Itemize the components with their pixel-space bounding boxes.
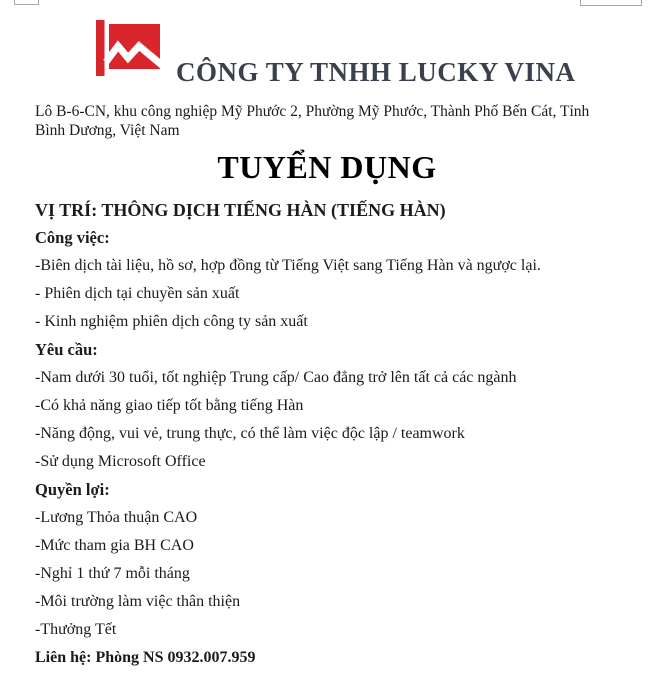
company-header xyxy=(0,0,654,97)
company-address: Lô B-6-CN, khu công nghiệp Mỹ Phước 2, Phường Mỹ Phước, Thành Phố Bến Cát, Tỉnh Bình Dương, Việt Nam xyxy=(35,103,590,139)
list-item: -Năng động, vui vẻ, trung thực, có thể làm việc độc lập / teamwork xyxy=(35,425,465,442)
list-item: -Môi trường làm việc thân thiện xyxy=(35,593,241,610)
contact-line: Liên hệ: Phòng NS 0932.007.959 xyxy=(35,649,256,666)
list-item: -Nghỉ 1 thứ 7 mỗi tháng xyxy=(35,565,190,582)
list-item: -Mức tham gia BH CAO xyxy=(35,537,194,554)
list-item: -Thưởng Tết xyxy=(35,621,117,638)
section-heading-yeu-cau: Yêu cầu: xyxy=(35,340,98,359)
page-title: TUYỂN DỤNG xyxy=(217,149,437,185)
section-heading-quyen-loi: Quyền lợi: xyxy=(35,480,110,499)
lucky-vina-zigzag-logo-icon xyxy=(94,17,164,79)
list-item: - Phiên dịch tại chuyền sản xuất xyxy=(35,285,240,302)
list-item: -Có khả năng giao tiếp tốt bằng tiếng Hàn xyxy=(35,397,304,414)
company-name: CÔNG TY TNHH LUCKY VINA xyxy=(176,57,576,87)
posting-body xyxy=(35,224,614,672)
list-item: -Biên dịch tài liệu, hồ sơ, hợp đồng từ Tiếng Việt sang Tiếng Hàn và ngược lại. xyxy=(35,257,541,274)
section-heading-cong-viec: Công việc: xyxy=(35,228,110,247)
list-item: -Lương Thỏa thuận CAO xyxy=(35,509,198,526)
list-item: -Sử dụng Microsoft Office xyxy=(35,453,206,470)
list-item: -Nam dưới 30 tuổi, tốt nghiệp Trung cấp/ Cao đẳng trở lên tất cả các ngành xyxy=(35,369,517,386)
position-title: VỊ TRÍ: THÔNG DỊCH TIẾNG HÀN (TIẾNG HÀN) xyxy=(35,200,446,220)
list-item: - Kinh nghiệm phiên dịch công ty sản xuất xyxy=(35,313,308,330)
